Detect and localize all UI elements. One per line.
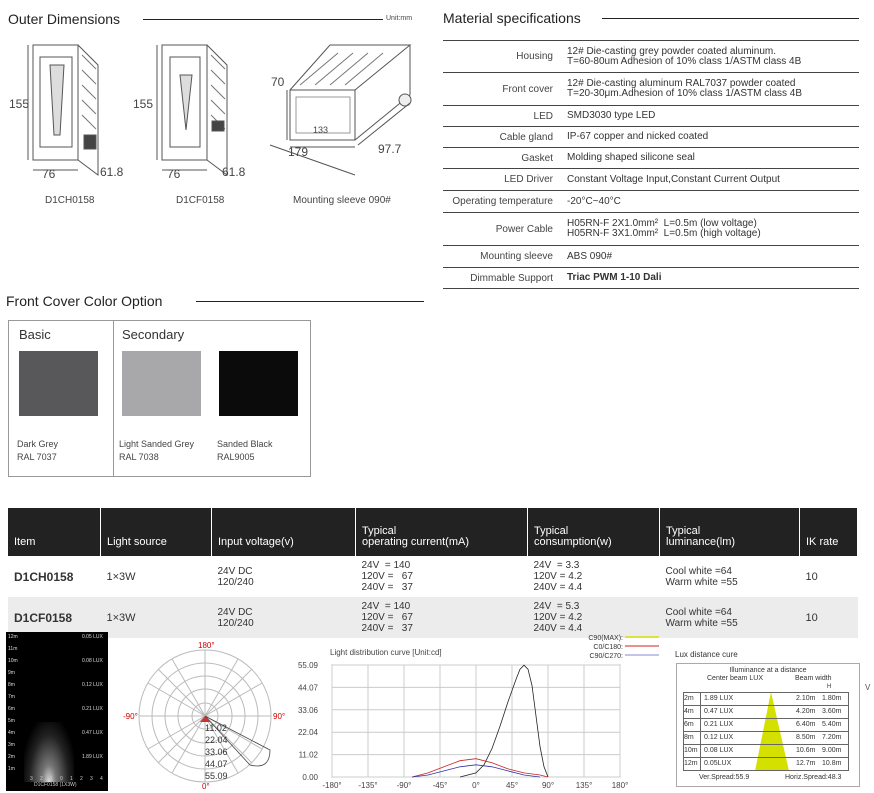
lux-cell-w: 2.10m bbox=[796, 695, 816, 702]
lux-cell-w: 12.7m bbox=[796, 760, 816, 767]
item-code: D1CF0158 bbox=[8, 597, 101, 638]
d2-height: 155 bbox=[133, 97, 154, 111]
lux-table-box bbox=[676, 663, 860, 787]
y-tick-label: 22.04 bbox=[297, 728, 318, 738]
beam-distance: 4m bbox=[8, 730, 15, 736]
lux-cell-h: 3.60m bbox=[822, 708, 842, 715]
lux-cell-d: 4m bbox=[684, 708, 694, 715]
beam-x-label: 0 bbox=[60, 776, 63, 782]
chart-title: Light distribution curve [Unit:cd] bbox=[330, 648, 442, 657]
header-item: Item bbox=[8, 508, 101, 556]
input-voltage: 24V DC 120/240 bbox=[217, 565, 254, 588]
spec-key: Power Cable bbox=[495, 223, 553, 235]
x-tick-label: 90° bbox=[541, 781, 555, 790]
outer-dimensions-title: Outer Dimensions bbox=[8, 11, 121, 27]
d1-depth: 61.8 bbox=[100, 165, 124, 179]
operating-current: 24V = 140 120V = 67 240V = 37 bbox=[361, 560, 413, 593]
polar-rings bbox=[205, 722, 228, 782]
ring-label: 22.04 bbox=[205, 735, 228, 745]
beam-distance: 7m bbox=[8, 694, 15, 700]
lux-cell-d: 12m bbox=[684, 760, 698, 767]
spec-row-dimmable bbox=[443, 268, 859, 289]
light-source: 1×3W bbox=[106, 570, 136, 583]
operating-current: 24V = 140 120V = 67 240V = 37 bbox=[356, 597, 528, 638]
x-tick-label: -135° bbox=[358, 781, 378, 790]
spec-row-gasket bbox=[443, 148, 859, 169]
lux-row bbox=[683, 718, 849, 732]
beam-distance: 3m bbox=[8, 742, 15, 748]
color-code: RAL9005 bbox=[217, 452, 255, 462]
spec-row-power-cable bbox=[443, 213, 859, 246]
polar-left: -90° bbox=[123, 712, 138, 721]
x-tick-label: 135° bbox=[575, 781, 593, 790]
lux-row bbox=[683, 731, 849, 745]
lux-col1: Center beam LUX bbox=[707, 675, 764, 682]
spec-value: Triac PWM 1-10 Dali bbox=[567, 272, 662, 283]
lux-cell-w: 6.40m bbox=[796, 721, 816, 728]
beam-caption: D1CF0158 (1X3W) bbox=[34, 782, 77, 788]
edge-mark: V bbox=[865, 683, 871, 692]
spec-value: IP-67 copper and nicked coated bbox=[567, 131, 709, 142]
swatch-light-sanded-grey bbox=[122, 351, 201, 416]
spec-value: 12# Die-casting aluminum RAL7037 powder coated T=20-30μm.Adhesion of 10% class 1/ASTM class 4B bbox=[567, 78, 803, 99]
d2-width: 76 bbox=[167, 167, 181, 181]
lux-cell-w: 8.50m bbox=[796, 734, 816, 741]
secondary-label: Secondary bbox=[122, 327, 185, 342]
beam-lux: 0.21 LUX bbox=[82, 706, 103, 712]
lux-row bbox=[683, 692, 849, 706]
lux-separator bbox=[700, 745, 701, 757]
color-code: RAL 7037 bbox=[17, 452, 57, 462]
sleeve-label: Mounting sleeve 090# bbox=[293, 195, 391, 206]
lux-title: Lux distance cure bbox=[675, 650, 738, 659]
header-consumption: Typical consumption(w) bbox=[528, 508, 660, 556]
spec-value: H05RN-F 2X1.0mm² L=0.5m (low voltage) H05RN-F 3X1.0mm² L=0.5m (high voltage) bbox=[567, 218, 761, 239]
y-tick-label: 0.00 bbox=[302, 773, 318, 782]
y-tick-label: 55.09 bbox=[297, 661, 318, 670]
divider bbox=[113, 321, 114, 476]
sleeve-length: 179 bbox=[288, 145, 309, 159]
legend-label: C90/C270: bbox=[589, 653, 623, 660]
header-luminance: Typical luminance(lm) bbox=[660, 508, 800, 556]
beam-distance: 2m bbox=[8, 754, 15, 760]
beam-lux: 0.47 LUX bbox=[82, 730, 103, 736]
lux-cell-h: 1.80m bbox=[822, 695, 842, 702]
lux-col2: Beam width bbox=[795, 675, 832, 682]
beam-glow bbox=[24, 722, 74, 782]
header-light-source: Light source bbox=[101, 508, 212, 556]
swatch-sanded-black bbox=[219, 351, 298, 416]
beam-x-label: 4 bbox=[100, 776, 103, 782]
polar-right: 90° bbox=[273, 712, 286, 721]
item-code: D1CH0158 bbox=[14, 569, 74, 584]
lux-cell-lux: 0.47 LUX bbox=[704, 708, 734, 715]
beam-lux: 1.89 LUX bbox=[82, 754, 103, 760]
spec-value: ABS 090# bbox=[567, 250, 613, 262]
x-tick-label: -180° bbox=[322, 781, 342, 790]
lux-separator bbox=[700, 693, 701, 705]
lux-cell-h: 9.00m bbox=[822, 747, 842, 754]
lux-row bbox=[683, 757, 849, 771]
title-rule bbox=[143, 19, 383, 20]
lux-cell-lux: 0.21 LUX bbox=[704, 721, 734, 728]
consumption: 24V = 3.3 120V = 4.2 240V = 4.4 bbox=[533, 560, 583, 593]
lux-cell-d: 10m bbox=[684, 747, 698, 754]
beam-distance: 8m bbox=[8, 682, 15, 688]
beam-x-label: 1 bbox=[50, 776, 53, 782]
beam-x-label: 2 bbox=[80, 776, 83, 782]
spec-key: Cable gland bbox=[499, 131, 553, 143]
lux-separator bbox=[700, 758, 701, 770]
color-option-title: Front Cover Color Option bbox=[6, 293, 163, 309]
spec-key: LED bbox=[533, 110, 553, 122]
lux-cell-w: 10.6m bbox=[796, 747, 816, 754]
beam-distance: 11m bbox=[8, 646, 18, 652]
light-distribution-chart bbox=[295, 630, 665, 793]
spec-key: Front cover bbox=[502, 83, 553, 95]
spec-row-cable-gland bbox=[443, 127, 859, 148]
beam-image bbox=[6, 632, 108, 791]
ring-label: 11.02 bbox=[205, 723, 227, 733]
sleeve-height: 70 bbox=[271, 75, 285, 89]
x-tick-label: 180° bbox=[611, 781, 629, 790]
color-name: Dark Grey bbox=[17, 439, 59, 449]
beam-x-label: 3 bbox=[90, 776, 93, 782]
spec-value: Constant Voltage Input,Constant Current Output bbox=[567, 173, 780, 185]
x-tick-label: 45° bbox=[505, 781, 519, 790]
beam-distance: 5m bbox=[8, 718, 15, 724]
luminance: Cool white =64 Warm white =55 bbox=[660, 597, 800, 638]
unit-label: Unit:mm bbox=[386, 15, 413, 22]
lux-cell-lux: 0.08 LUX bbox=[704, 747, 734, 754]
spec-key: LED Driver bbox=[504, 174, 553, 185]
x-tick-label: 0° bbox=[472, 781, 480, 790]
dimension-drawings bbox=[0, 35, 440, 185]
lux-cell-lux: 1.89 LUX bbox=[704, 695, 734, 702]
d2-depth: 61.8 bbox=[222, 165, 246, 179]
spec-key: Dimmable Support bbox=[470, 272, 553, 284]
beam-distance: 6m bbox=[8, 706, 15, 712]
beam-lux: 0.08 LUX bbox=[82, 658, 103, 664]
vertical-spread: Ver.Spread:55.9 bbox=[699, 774, 750, 781]
polar-top: 180° bbox=[198, 641, 215, 650]
lux-cell-h: 7.20m bbox=[822, 734, 842, 741]
color-name: Light Sanded Grey bbox=[119, 439, 195, 449]
lux-row bbox=[683, 705, 849, 719]
ring-label: 55.09 bbox=[205, 771, 228, 781]
lux-separator bbox=[700, 706, 701, 718]
sleeve-width: 133 bbox=[313, 125, 329, 135]
legend-label: C0/C180: bbox=[593, 644, 623, 651]
lux-separator bbox=[700, 732, 701, 744]
d1-width: 76 bbox=[42, 167, 56, 181]
product-table bbox=[8, 508, 858, 638]
spec-row-operating-temperature bbox=[443, 191, 859, 213]
lux-cell-d: 2m bbox=[684, 695, 694, 702]
x-tick-label: -45° bbox=[432, 781, 448, 790]
lux-cell-lux: 0.12 LUX bbox=[704, 734, 734, 741]
spec-row-mounting-sleeve bbox=[443, 246, 859, 268]
light-source: 1×3W bbox=[101, 597, 212, 638]
table-row bbox=[8, 556, 858, 597]
color-option-box bbox=[8, 320, 311, 477]
d2-label: D1CF0158 bbox=[176, 195, 225, 206]
spec-key: Mounting sleeve bbox=[480, 251, 553, 262]
lux-cell-d: 8m bbox=[684, 734, 694, 741]
polar-bottom: 0° bbox=[202, 782, 210, 791]
beam-lux: 0.12 LUX bbox=[82, 682, 103, 688]
beam-x-label: 1 bbox=[70, 776, 73, 782]
legend-label: C90(MAX): bbox=[588, 635, 623, 642]
beam-distance: 9m bbox=[8, 670, 15, 676]
material-spec-table bbox=[443, 40, 859, 289]
spec-value: -20°C~40°C bbox=[567, 195, 621, 207]
lux-cell-h: 5.40m bbox=[822, 721, 842, 728]
lux-row bbox=[683, 744, 849, 758]
header-input-voltage: Input voltage(v) bbox=[212, 508, 356, 556]
spec-key: Gasket bbox=[521, 152, 553, 164]
luminance: Cool white =64 Warm white =55 bbox=[665, 565, 738, 588]
lux-cell-h: 10.8m bbox=[822, 760, 842, 767]
spec-row-led bbox=[443, 106, 859, 127]
spec-value: Molding shaped silicone seal bbox=[567, 152, 695, 163]
ik-rate: 10 bbox=[805, 570, 818, 583]
spec-row-front-cover bbox=[443, 73, 859, 106]
x-tick-label: -90° bbox=[396, 781, 412, 790]
title-rule bbox=[196, 301, 424, 302]
swatch-dark-grey bbox=[19, 351, 98, 416]
d1-label: D1CH0158 bbox=[45, 195, 95, 206]
header-current: Typical operating current(mA) bbox=[356, 508, 528, 556]
lux-cell-w: 4.20m bbox=[796, 708, 816, 715]
y-tick-label: 44.07 bbox=[297, 683, 318, 693]
spec-row-led-driver bbox=[443, 169, 859, 191]
header-ik-rate: IK rate bbox=[800, 508, 858, 556]
color-code: RAL 7038 bbox=[119, 452, 159, 462]
y-tick-label: 33.06 bbox=[297, 705, 318, 715]
d1-height: 155 bbox=[9, 97, 30, 111]
ring-label: 33.06 bbox=[205, 747, 228, 757]
lux-separator bbox=[700, 719, 701, 731]
beam-x-label: 3 bbox=[30, 776, 33, 782]
spec-key: Operating temperature bbox=[452, 196, 553, 207]
horizontal-spread: Horiz.Spread:48.3 bbox=[785, 774, 842, 781]
lux-cell-lux: 0.05LUX bbox=[704, 760, 732, 767]
table-header-row bbox=[8, 508, 858, 556]
beam-distance: 12m bbox=[8, 634, 18, 640]
y-tick-label: 11.02 bbox=[298, 750, 318, 760]
spec-value: SMD3030 type LED bbox=[567, 110, 656, 121]
spec-row-housing bbox=[443, 40, 859, 73]
beam-distance: 10m bbox=[8, 658, 18, 664]
material-title: Material specifications bbox=[443, 10, 581, 26]
ring-label: 44.07 bbox=[205, 759, 228, 769]
input-voltage: 24V DC 120/240 bbox=[212, 597, 356, 638]
lux-inner-title: Illuminance at a distance bbox=[729, 667, 807, 674]
lux-col2b: H bbox=[827, 684, 832, 690]
title-rule bbox=[602, 18, 859, 19]
series-line-c90max bbox=[460, 665, 548, 777]
beam-distance: 1m bbox=[8, 766, 15, 772]
color-name: Sanded Black bbox=[217, 439, 273, 449]
ik-rate: 10 bbox=[800, 597, 858, 638]
consumption: 24V = 5.3 120V = 4.2 240V = 4.4 bbox=[528, 597, 660, 638]
spec-key: Housing bbox=[516, 51, 553, 62]
beam-x-label: 2 bbox=[40, 776, 43, 782]
sleeve-depth: 97.7 bbox=[378, 142, 402, 156]
basic-label: Basic bbox=[19, 327, 51, 342]
lux-cell-d: 6m bbox=[684, 721, 694, 728]
spec-value: 12# Die-casting grey powder coated aluminum. T=60-80um Adhesion of 10% class 1/ASTM class 4B bbox=[567, 45, 802, 67]
beam-lux: 0.05 LUX bbox=[82, 634, 103, 640]
